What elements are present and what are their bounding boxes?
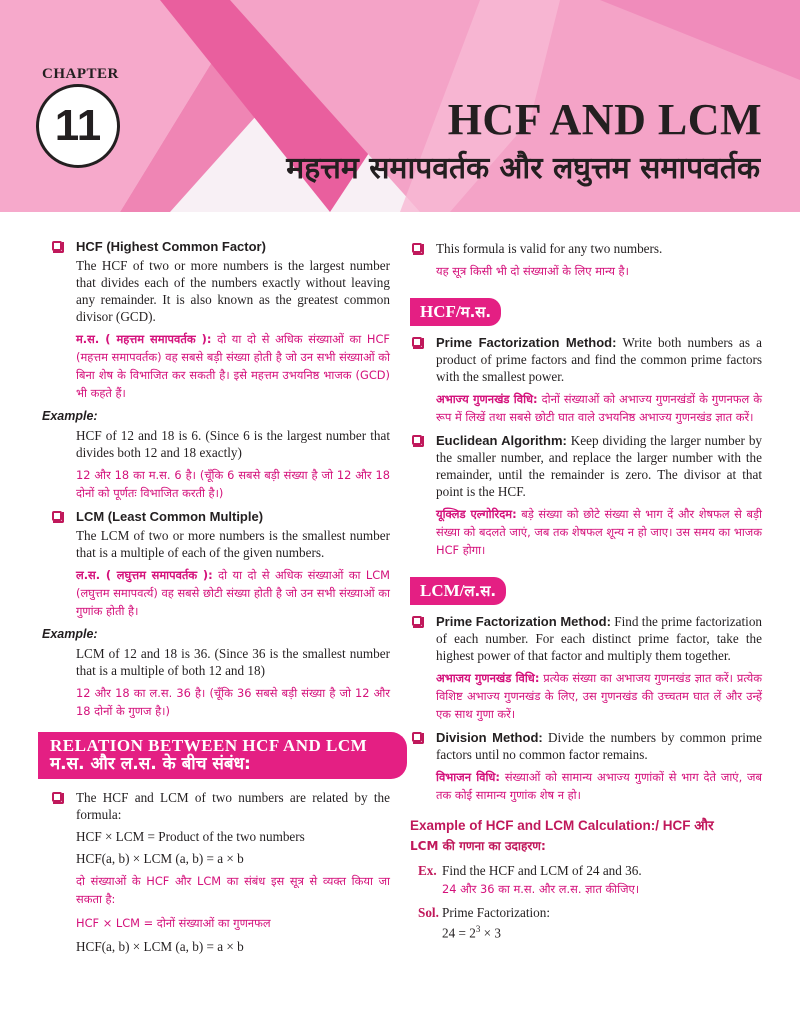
hcf-hindi-label: म.स. ( महत्तम समापवर्तक ): [76, 332, 212, 346]
division-method [410, 729, 762, 804]
relation-hindi: दो संख्याओं के HCF और LCM का संबंध इस सूत्र से व्यक्त किया जा सकता है: [76, 874, 390, 906]
checkbox-bullet-icon [52, 511, 62, 521]
lcm-definition: The LCM of two or more numbers is the smallest number that is a multiple of each of the given numbers. [76, 528, 390, 560]
lcm-hindi-definition [76, 566, 390, 620]
euclid-heading: Euclidean Algorithm: [436, 433, 567, 448]
relation-formula-2: HCF(a, b) × LCM (a, b) = a × b [76, 851, 244, 866]
hcf-hindi-text: दो या दो से अधिक संख्याओं का HCF (महत्तम समापवर्तक) वह सबसे बड़ी संख्या होती है जो उन सभी संख्याओं को बिना शेष के विभाजित कर सकती है। इसे महत्तम उभयनिष्ठ भाजक (GCD) भी कहते हैं। [76, 332, 390, 400]
lcm-methods-tag [410, 577, 506, 605]
checkbox-bullet-icon [52, 241, 62, 251]
hcf-heading: HCF (Highest Common Factor) [76, 239, 266, 254]
hcf-example-text: HCF of 12 and 18 is 6. (Since 6 is the largest number that divides both 12 and 18 exactly) [76, 428, 390, 460]
hcf-hindi-definition [76, 330, 390, 402]
solution-equation: $24 = 2^3 \times 3$ [442, 924, 501, 941]
example-solution [410, 904, 762, 941]
hcf-prime-method [410, 334, 762, 426]
checkbox-bullet-icon [412, 243, 422, 253]
checkbox-bullet-icon [412, 435, 422, 445]
calculation-heading [410, 816, 762, 856]
hcf-section [50, 238, 390, 402]
page-subtitle: महत्तम समापवर्तक और लघुत्तम समापवर्तक [286, 151, 760, 186]
relation-banner-english: RELATION BETWEEN HCF AND LCM [50, 736, 368, 755]
formula-validity [410, 240, 762, 280]
lcm-hindi-label: ल.स. ( लघुत्तम समापवर्तक ): [76, 568, 213, 582]
relation-section [50, 789, 390, 955]
lcm-tag-hindi: ल.स. [464, 582, 497, 600]
division-hindi-label: विभाजन विधि: [436, 770, 500, 784]
lcm-prime-hindi-text: प्रत्येक संख्या का अभाजय गुणनखंड ज्ञात करें। प्रत्येक विशिष्ट अभाज्य गुणनखंड के लिए, उस गुणनखंड की उच्चतम घात लें और उन्हें एक साथ गुणा करें। [436, 671, 763, 721]
example-question-hindi: 24 और 36 का म.स. और ल.स. ज्ञात कीजिए। [442, 882, 640, 896]
lcm-example-hindi: 12 और 18 का ल.स. 36 है। (चूँकि 36 सबसे बड़ी संख्या है जो 12 और 18 दोनों के गुणज है।) [76, 686, 390, 718]
euclid-text: Keep dividing the larger number by the smaller number, and replace the larger number with the remainder, until the remainder is zero. The divisor at that point is the HCF. [436, 433, 763, 499]
hcf-example-hindi: 12 और 18 का म.स. 6 है। (चूँकि 6 सबसे बड़ी संख्या है जो 12 और 18 दोनों को पूर्णतः विभाजित करती है।) [76, 468, 390, 500]
division-text: Divide the numbers by common prime factors until no common factor remains. [436, 730, 762, 762]
chapter-header [0, 0, 800, 212]
chapter-number: 11 [36, 84, 120, 168]
chapter-label: CHAPTER [42, 66, 119, 82]
right-column [410, 238, 762, 945]
example-label: Example: [42, 627, 98, 641]
left-column [42, 238, 390, 960]
hcf-prime-heading: Prime Factorization Method: [436, 335, 617, 350]
lcm-tag-english: LCM/ [420, 581, 465, 600]
calculation-heading-hindi: LCM की गणना का उदाहरण: [410, 839, 546, 853]
lcm-example [50, 645, 390, 720]
relation-formula-1: HCF × LCM = Product of the two numbers [76, 829, 305, 844]
hcf-prime-text: Write both numbers as a product of prime factors and find the common prime factors with the smallest power. [436, 335, 762, 384]
lcm-prime-hindi-label: अभाजय गुणनखंड विधि: [436, 671, 540, 685]
validity-text: This formula is valid for any two numbers. [436, 241, 663, 256]
hcf-tag-hindi: म.स. [460, 303, 492, 321]
lcm-prime-method [410, 613, 762, 723]
euclid-hindi-label: यूक्लिड एल्गोरिदम: [436, 507, 517, 521]
example-label: Example: [42, 409, 98, 423]
validity-hindi: यह सूत्र किसी भी दो संख्याओं के लिए मान्य है। [436, 264, 629, 278]
hcf-definition: The HCF of two or more numbers is the largest number that divides each of the numbers exactly without leaving any remainder. It is also known as the greatest common divisor (GCD). [76, 258, 390, 324]
euclid-method [410, 432, 762, 559]
hcf-tag-english: HCF/ [420, 302, 461, 321]
calculation-heading-english: Example of HCF and LCM Calculation:/ HCF और [410, 818, 714, 833]
hcf-example [50, 427, 390, 502]
division-hindi-text: संख्याओं को सामान्य अभाज्य गुणांकों से भाग देते जाएं, जब तक कोई सामान्य गुणांक शेष न हो। [436, 770, 762, 802]
ex-tag: Ex. [418, 863, 437, 878]
relation-hindi-formula: HCF × LCM = दोनों संख्याओं का गुणनफल [76, 916, 271, 930]
lcm-prime-text: Find the prime factorization of each number. For each distinct prime factor, take the highest power of that factor and multiply them together. [436, 614, 763, 663]
relation-formula-3: HCF(a, b) × LCM (a, b) = a × b [76, 939, 244, 954]
checkbox-bullet-icon [412, 616, 422, 626]
sol-tag: Sol. [418, 905, 439, 920]
hcf-methods-tag [410, 298, 501, 326]
relation-banner-hindi: म.स. और ल.स. के बीच संबंध: [50, 754, 251, 774]
lcm-heading: LCM (Least Common Multiple) [76, 509, 264, 524]
lcm-hindi-text: दो या दो से अधिक संख्याओं का LCM (लघुत्तम समापवर्त्य) वह सबसे छोटी संख्या होती है जो उन सभी संख्याओं का गुणांक होती है। [76, 568, 390, 618]
checkbox-bullet-icon [52, 792, 62, 802]
relation-text: The HCF and LCM of two numbers are related by the formula: [76, 790, 390, 822]
lcm-prime-heading: Prime Factorization Method: [436, 614, 611, 629]
page-title: HCF AND LCM [447, 95, 762, 144]
lcm-section [50, 508, 390, 620]
lcm-example-text: LCM of 12 and 18 is 36. (Since 36 is the smallest number that is a multiple of both 12 and 18) [76, 646, 390, 678]
hcf-prime-hindi-label: अभाज्य गुणनखंड विधि: [436, 392, 538, 406]
euclid-hindi-text: बड़े संख्या को छोटे संख्या से भाग दें और शेषफल से बड़ी संख्या को बदलते जाएं, जब तक शेषफल शून्य न हो जाए। उस समय का भाजक HCF होगा। [436, 507, 763, 557]
example-question-text: Find the HCF and LCM of 24 and 36. [442, 863, 642, 878]
example-question [410, 862, 762, 898]
division-heading: Division Method: [436, 730, 543, 745]
checkbox-bullet-icon [412, 732, 422, 742]
hcf-prime-hindi-text: दोनों संख्याओं को अभाज्य गुणनखंडों के गुणनफल के रूप में लिखें तथा सबसे छोटी घात वाले उभयनिष्ठ अभाज्य गुणनखंड ज्ञात करें। [436, 392, 763, 424]
relation-banner [38, 732, 407, 779]
solution-text: Prime Factorization: [442, 905, 551, 920]
checkbox-bullet-icon [412, 337, 422, 347]
